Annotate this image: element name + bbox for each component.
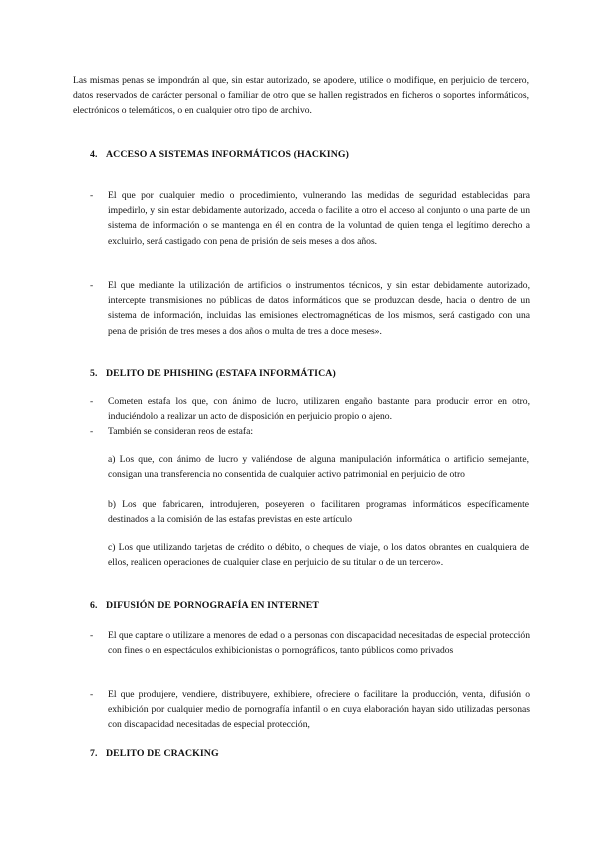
intro-paragraph: Las mismas penas se impondrán al que, sin estar autorizado, se apodere, utilice o modifique, en perjuicio de tercero, datos reservados de carácter personal o familiar de otro que se hallen registrados en ficheros o soportes informáticos, electrónicos o telemáticos, o en cualquier otro tipo de archivo. <box>73 75 529 117</box>
section-5-item-b: b) Los que fabricaren, introdujeren, poseyeren o facilitaren programas informáticos específicamente destinados a la comisión de las estafas previstas en este artículo <box>108 499 529 526</box>
section-5-item-a: a) Los que, con ánimo de lucro y valiéndose de alguna manipulación informática o artificio semejante, consigan una transferencia no consentida de cualquier activo patrimonial en perjuicio de otro <box>108 454 529 481</box>
section-5-item-c: c) Los que utilizando tarjetas de crédito o débito, o cheques de viaje, o los datos obrantes en cualquiera de ellos, realicen operaciones de cualquier clase en perjuicio de su titular o de un tercero». <box>108 542 529 569</box>
bullet-dash: - <box>90 426 94 437</box>
section-4-bullet-2: - El que mediante la utilización de artificios o instrumentos técnicos, y sin estar debidamente autorizado, intercepte transmisiones no públicas de datos informáticos que se produzcan desde, hacia o dentro de un sistema de información, incluidas las emisiones electromagnéticas de los mismos, será castigado con una pena de prisión de tres meses a dos años o multa de tres a doce meses». <box>90 280 530 337</box>
bullet-dash: - <box>90 689 94 700</box>
bullet-dash: - <box>90 190 94 201</box>
section-5-bullet-2: - También se consideran reos de estafa: <box>90 424 530 439</box>
bullet-dash: - <box>90 280 94 291</box>
section-heading-4: 4. ACCESO A SISTEMAS INFORMÁTICOS (HACKING) <box>90 149 349 160</box>
bullet-dash: - <box>90 630 94 641</box>
section-heading-7: 7. DELITO DE CRACKING <box>90 748 219 759</box>
section-6-bullet-1: - El que captare o utilizare a menores de edad o a personas con discapacidad necesitadas de especial protección con fines o en espectáculos exhibicionistas o pornográficos, tanto públicos como privados <box>90 630 530 657</box>
section-heading-5: 5. DELITO DE PHISHING (ESTAFA INFORMÁTICA) <box>90 368 336 379</box>
bullet-dash: - <box>90 396 94 407</box>
section-4-bullet-1: - El que por cualquier medio o procedimiento, vulnerando las medidas de seguridad establecidas para impedirlo, y sin estar debidamente autorizado, acceda o facilite a otro el acceso al conjunto o una parte de un sistema de información o se mantenga en él en contra de la voluntad de quien tenga el legítimo derecho a excluirlo, será castigado con pena de prisión de seis meses a dos años. <box>90 190 530 247</box>
section-heading-6: 6. DIFUSIÓN DE PORNOGRAFÍA EN INTERNET <box>90 600 320 611</box>
section-6-bullet-2: - El que produjere, vendiere, distribuyere, exhibiere, ofreciere o facilitare la producción, venta, difusión o exhibición por cualquier medio de pornografía infantil o en cuya elaboración hayan sido utilizadas personas con discapacidad necesitadas de especial protección, <box>90 689 530 731</box>
section-5-bullet-1: - Cometen estafa los que, con ánimo de lucro, utilizaren engaño bastante para producir error en otro, induciéndolo a realizar un acto de disposición en perjuicio propio o ajeno. <box>90 396 530 423</box>
